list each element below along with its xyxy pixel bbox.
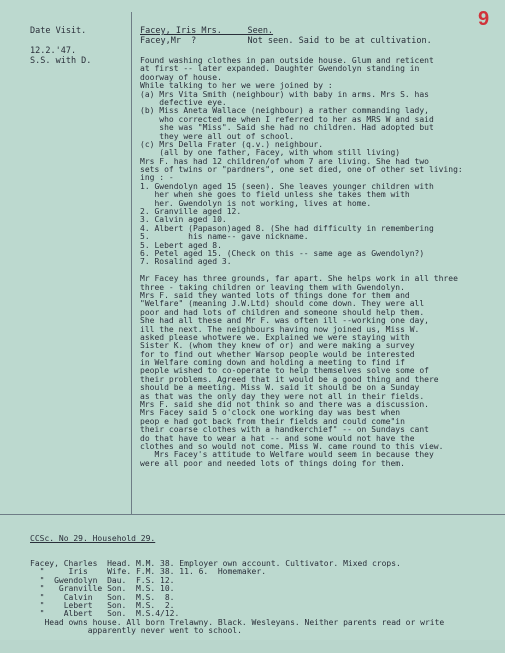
notes-line: her. Gwendolyn is not working, lives at home. [140, 198, 372, 208]
census-row: apparently never went to school. [30, 626, 242, 636]
notes-line: Sister K. (whom they knew of or) and were making a survey [140, 341, 415, 351]
notes-line: their coarse clothes with a handkerchief" -- on Sundays cant [140, 425, 429, 435]
date-visit-label: Date Visit. [30, 26, 87, 36]
notes-line: defective eye. [140, 97, 227, 107]
notes-line: (c) Mrs Della Frater (q.v.) neighbour. [140, 139, 324, 149]
visitor-initials: S.S. with D. [30, 56, 92, 66]
notes-line: doorway of house. [140, 72, 222, 82]
header-line-2: Facey,Mr ? Not seen. Said to be at cultivation. [140, 36, 432, 46]
notes-line: sets of twins or "pardners", one set died, one of other set living: [140, 165, 463, 175]
notes-line: as that was the only day they were not all in their fields. [140, 391, 425, 401]
notes-line: at first -- later expanded. Daughter Gwendolyn standing in [140, 64, 420, 74]
census-row: Facey, Charles Head. M.M. 38. Employer own account. Cultivator. Mixed crops. [30, 559, 401, 569]
census-row: " Iris Wife. F.M. 38. 11. 6. Homemaker. [30, 567, 267, 577]
notes-line: 7. Rosalind aged 3. [140, 257, 232, 267]
notes-line: 5. his name-- gave nickname. [140, 232, 309, 242]
notes-line: Mrs F. has had 12 children/of whom 7 are living. She had two [140, 156, 429, 166]
notes-line: asked please whotwere we. Explained we were staying with [140, 332, 410, 342]
census-row: " Lebert Son. M.S. 2. [30, 601, 175, 611]
census-row: " Albert Son. M.S.4/12. [30, 609, 180, 619]
notes-line: 5. Lebert aged 8. [140, 240, 222, 250]
notes-line: ill the next. The neighbours having now joined us, Miss W. [140, 324, 420, 334]
notes-line: Mrs Facey's attitude to Welfare would seem in because they [140, 450, 434, 460]
notes-line: for to find out whether Warsop people would be interested [140, 349, 415, 359]
column-divider [131, 12, 132, 514]
notes-line: (a) Mrs Vita Smith (neighbour) with baby in arms. Mrs S. has [140, 89, 429, 99]
census-rows [30, 560, 500, 636]
notes-line: she was "Miss". Said she had no children. Had adopted but [140, 123, 434, 133]
census-row: Head owns house. All born Trelawny. Black. Wesleyans. Neither parents read or write [30, 617, 445, 627]
notes-line: Found washing clothes in pan outside house. Glum and reticent [140, 57, 434, 65]
census-record [30, 518, 500, 653]
notes-line: 2. Granville aged 12. [140, 207, 242, 217]
notes-line: should be a meeting. Miss W. said it should be on a Sunday [140, 383, 420, 393]
notes-line: her when she goes to field unless she takes them with [140, 190, 410, 200]
notes-line: who corrected me when I referred to her as MRS W and said [140, 114, 434, 124]
notes-line: poor and had lots of children and someone should help them. [140, 307, 425, 317]
page-number: 9 [478, 8, 490, 30]
notes-line: do that have to wear a hat -- and some would not have the [140, 433, 415, 443]
notes-line: 4. Albert (Papason)aged 8. (She had difficulty in remembering [140, 223, 434, 233]
notes-line: 1. Gwendolyn aged 15 (seen). She leaves younger children with [140, 181, 434, 191]
notes-line: 6. Petel aged 15. (Check on this -- same age as Gwendolyn?) [140, 248, 425, 258]
notes-line: (b) Miss Aneta Wallace (neighbour) a rather commanding lady, [140, 106, 429, 116]
notes-line: peop e had got back from their fields and could come"in [140, 416, 405, 426]
notes-line: ing : - [140, 173, 174, 183]
notes-line: 3. Calvin aged 10. [140, 215, 227, 225]
census-row: " Granville Son. M.S. 10. [30, 584, 175, 594]
notes-line: "Welfare" (meaning J.W.Ltd) should come down. They were all [140, 299, 425, 309]
visit-notes [140, 57, 500, 468]
census-heading: CCSc. No 29. Household 29. [30, 533, 156, 543]
notes-line: Mr Facey has three grounds, far apart. She helps work in all three [140, 274, 458, 284]
notes-line: people wished to co-operate to help themselves solve some of [140, 366, 429, 376]
census-row: " Gwendolyn Dau. F.S. 12. [30, 575, 175, 585]
notes-line: their problems. Agreed that it would be a good thing and there [140, 374, 439, 384]
notes-line: She had all these and Mr F. was often ill --working one day, [140, 316, 429, 326]
notes-line: they were all out of school. [140, 131, 295, 141]
notes-line: While talking to her we were joined by : [140, 81, 333, 91]
section-divider [0, 514, 505, 515]
notes-line: Mrs F. said she did not think so and there was a discussion. [140, 400, 429, 410]
notes-line: three - taking children or leaving them with Gwendolyn. [140, 282, 405, 292]
notes-line: in Welfare coming down and holding a meeting to find if [140, 358, 405, 368]
notes-line: were all poor and needed lots of things doing for them. [140, 458, 405, 468]
notes-line: clothes and so would not come. Miss W. came round to this view. [140, 441, 444, 451]
visit-date: 12.2.'47. [30, 46, 77, 56]
header-line-1: Facey, Iris Mrs. Seen. [140, 26, 274, 36]
notes-line: Mrs Facey said 5 o'clock one working day was best when [140, 408, 401, 418]
notes-line: Mrs F. said they wanted lots of things done for them and [140, 290, 410, 300]
notes-line: (all by one father, Facey, with whom still living) [140, 148, 401, 158]
census-row: " Calvin Son. M.S. 8. [30, 592, 175, 602]
